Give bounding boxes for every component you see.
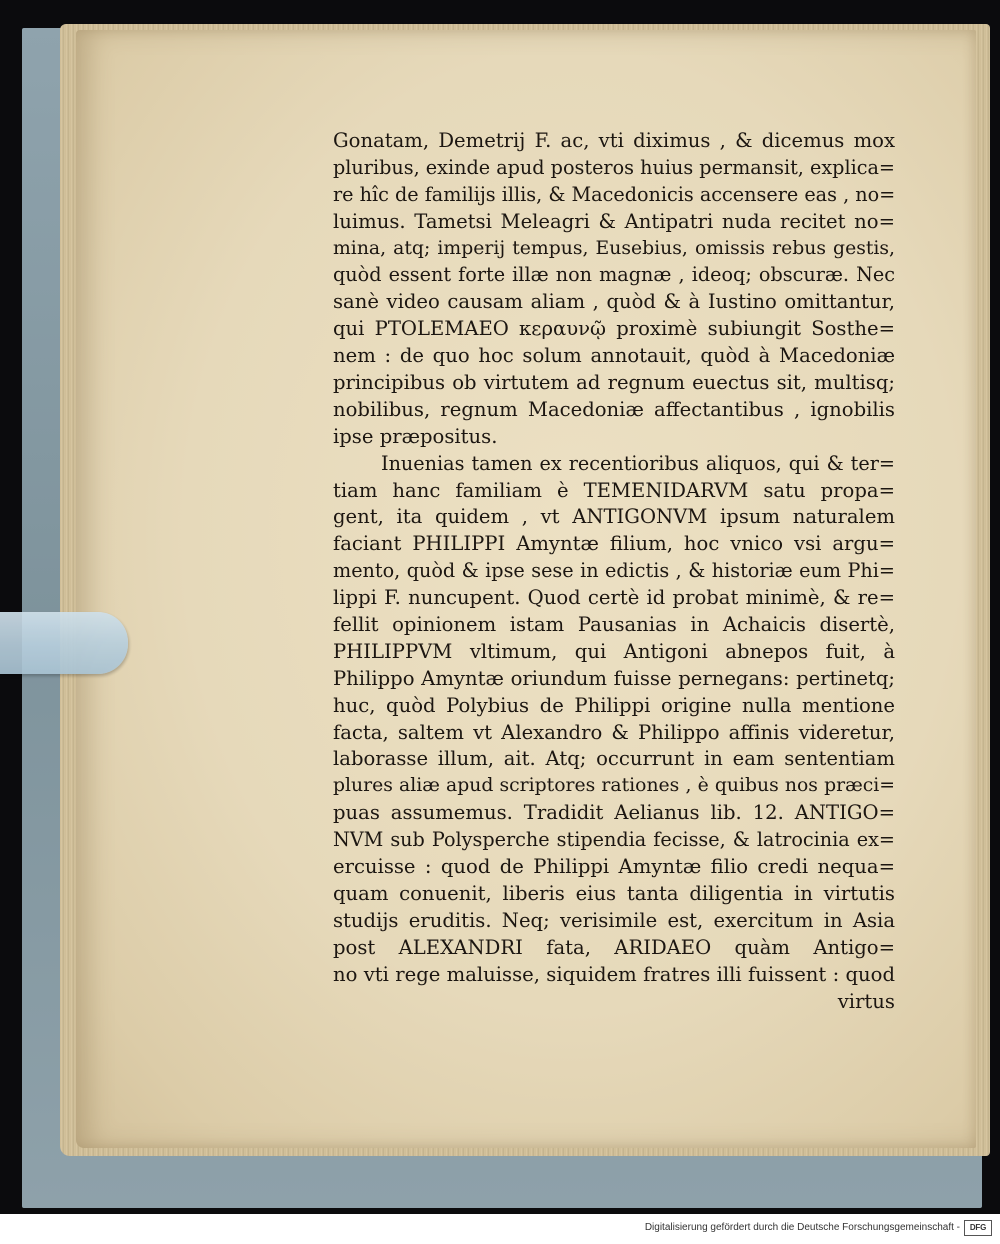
text-line-19: fellit opinionem istam Pausanias in Achaicis disertè, <box>333 613 895 637</box>
text-line-5: mina, atq; imperij tempus, Eusebius, omissis rebus gestis, <box>333 237 895 259</box>
footer-strip <box>0 1214 1000 1244</box>
text-line-9: nem : de quo hoc solum annotauit, quòd à Macedoniæ <box>333 344 895 368</box>
text-line-14: tiam hanc familiam è TEMENIDARVM satu propa= <box>333 478 895 502</box>
text-line-27: NVM sub Polysperche stipendia fecisse, & latrocinia ex= <box>333 828 895 852</box>
bookmark-strip <box>0 612 128 674</box>
text-line-1: Gonatam, Demetrij F. ac, vti diximus , & dicemus mox <box>333 129 895 152</box>
page-text <box>333 128 895 1015</box>
text-line-32: no vti rege maluisse, siquidem fratres illi fuissent : quod <box>333 962 895 986</box>
text-line-4: luimus. Tametsi Meleagri & Antipatri nuda recitet no= <box>333 209 895 233</box>
text-line-28: ercuisse : quod de Philippi Amyntæ filio credi nequa= <box>333 855 895 879</box>
text-line-8: qui PTOLEMAEO κεραυνῷ proximè subiungit Sosthe= <box>333 317 895 341</box>
dfg-logo: DFG <box>964 1220 992 1236</box>
catchword: virtus <box>837 989 895 1013</box>
text-line-11: nobilibus, regnum Macedoniæ affectantibus , ignobilis <box>333 397 895 421</box>
text-line-21: Philippo Amyntæ oriundum fuisse pernegans: pertinetq; <box>333 666 895 690</box>
text-line-26: puas assumemus. Tradidit Aelianus lib. 12. ANTIGO= <box>333 801 895 825</box>
text-line-2: pluribus, exinde apud posteros huius permansit, explica= <box>333 155 895 179</box>
text-line-10: principibus ob virtutem ad regnum euectus sit, multisq; <box>333 371 895 395</box>
text-line-31: post ALEXANDRI fata, ARIDAEO quàm Antigo= <box>333 935 895 959</box>
text-line-22: huc, quòd Polybius de Philippi origine nulla mentione <box>333 693 895 717</box>
text-line-13: Inuenias tamen ex recentioribus aliquos, qui & ter= <box>381 451 895 475</box>
text-line-23: facta, saltem vt Alexandro & Philippo affinis videretur, <box>333 720 895 744</box>
text-line-25: plures aliæ apud scriptores rationes , è quibus nos præci= <box>333 775 895 797</box>
text-line-16: faciant PHILIPPI Amyntæ filium, hoc vnico vsi argu= <box>333 532 895 556</box>
text-line-15: gent, ita quidem , vt ANTIGONVM ipsum naturalem <box>333 505 895 529</box>
text-line-6: quòd essent forte illæ non magnæ , ideoq; obscuræ. Nec <box>333 263 895 287</box>
text-line-7: sanè video causam aliam , quòd & à Iustino omittantur, <box>333 290 895 314</box>
text-line-20: PHILIPPVM vltimum, qui Antigoni abnepos fuit, à <box>333 639 895 663</box>
text-line-3: re hîc de familijs illis, & Macedonicis accensere eas , no= <box>333 182 896 206</box>
funding-credit: Digitalisierung gefördert durch die Deutsche Forschungsgemeinschaft - <box>644 1222 960 1233</box>
text-line-17: mento, quòd & ipse sese in edictis , & historiæ eum Phi= <box>333 559 895 583</box>
text-line-29: quam conuenit, liberis eius tanta diligentia in virtutis <box>333 881 895 905</box>
text-line-18: lippi F. nuncupent. Quod certè id probat minimè, & re= <box>333 586 895 610</box>
text-line-12: ipse præpositus. <box>333 424 498 448</box>
text-line-30: studijs eruditis. Neq; verisimile est, exercitum in Asia <box>333 908 895 932</box>
text-line-24: laborasse illum, ait. Atq; occurrunt in eam sententiam <box>333 747 895 771</box>
